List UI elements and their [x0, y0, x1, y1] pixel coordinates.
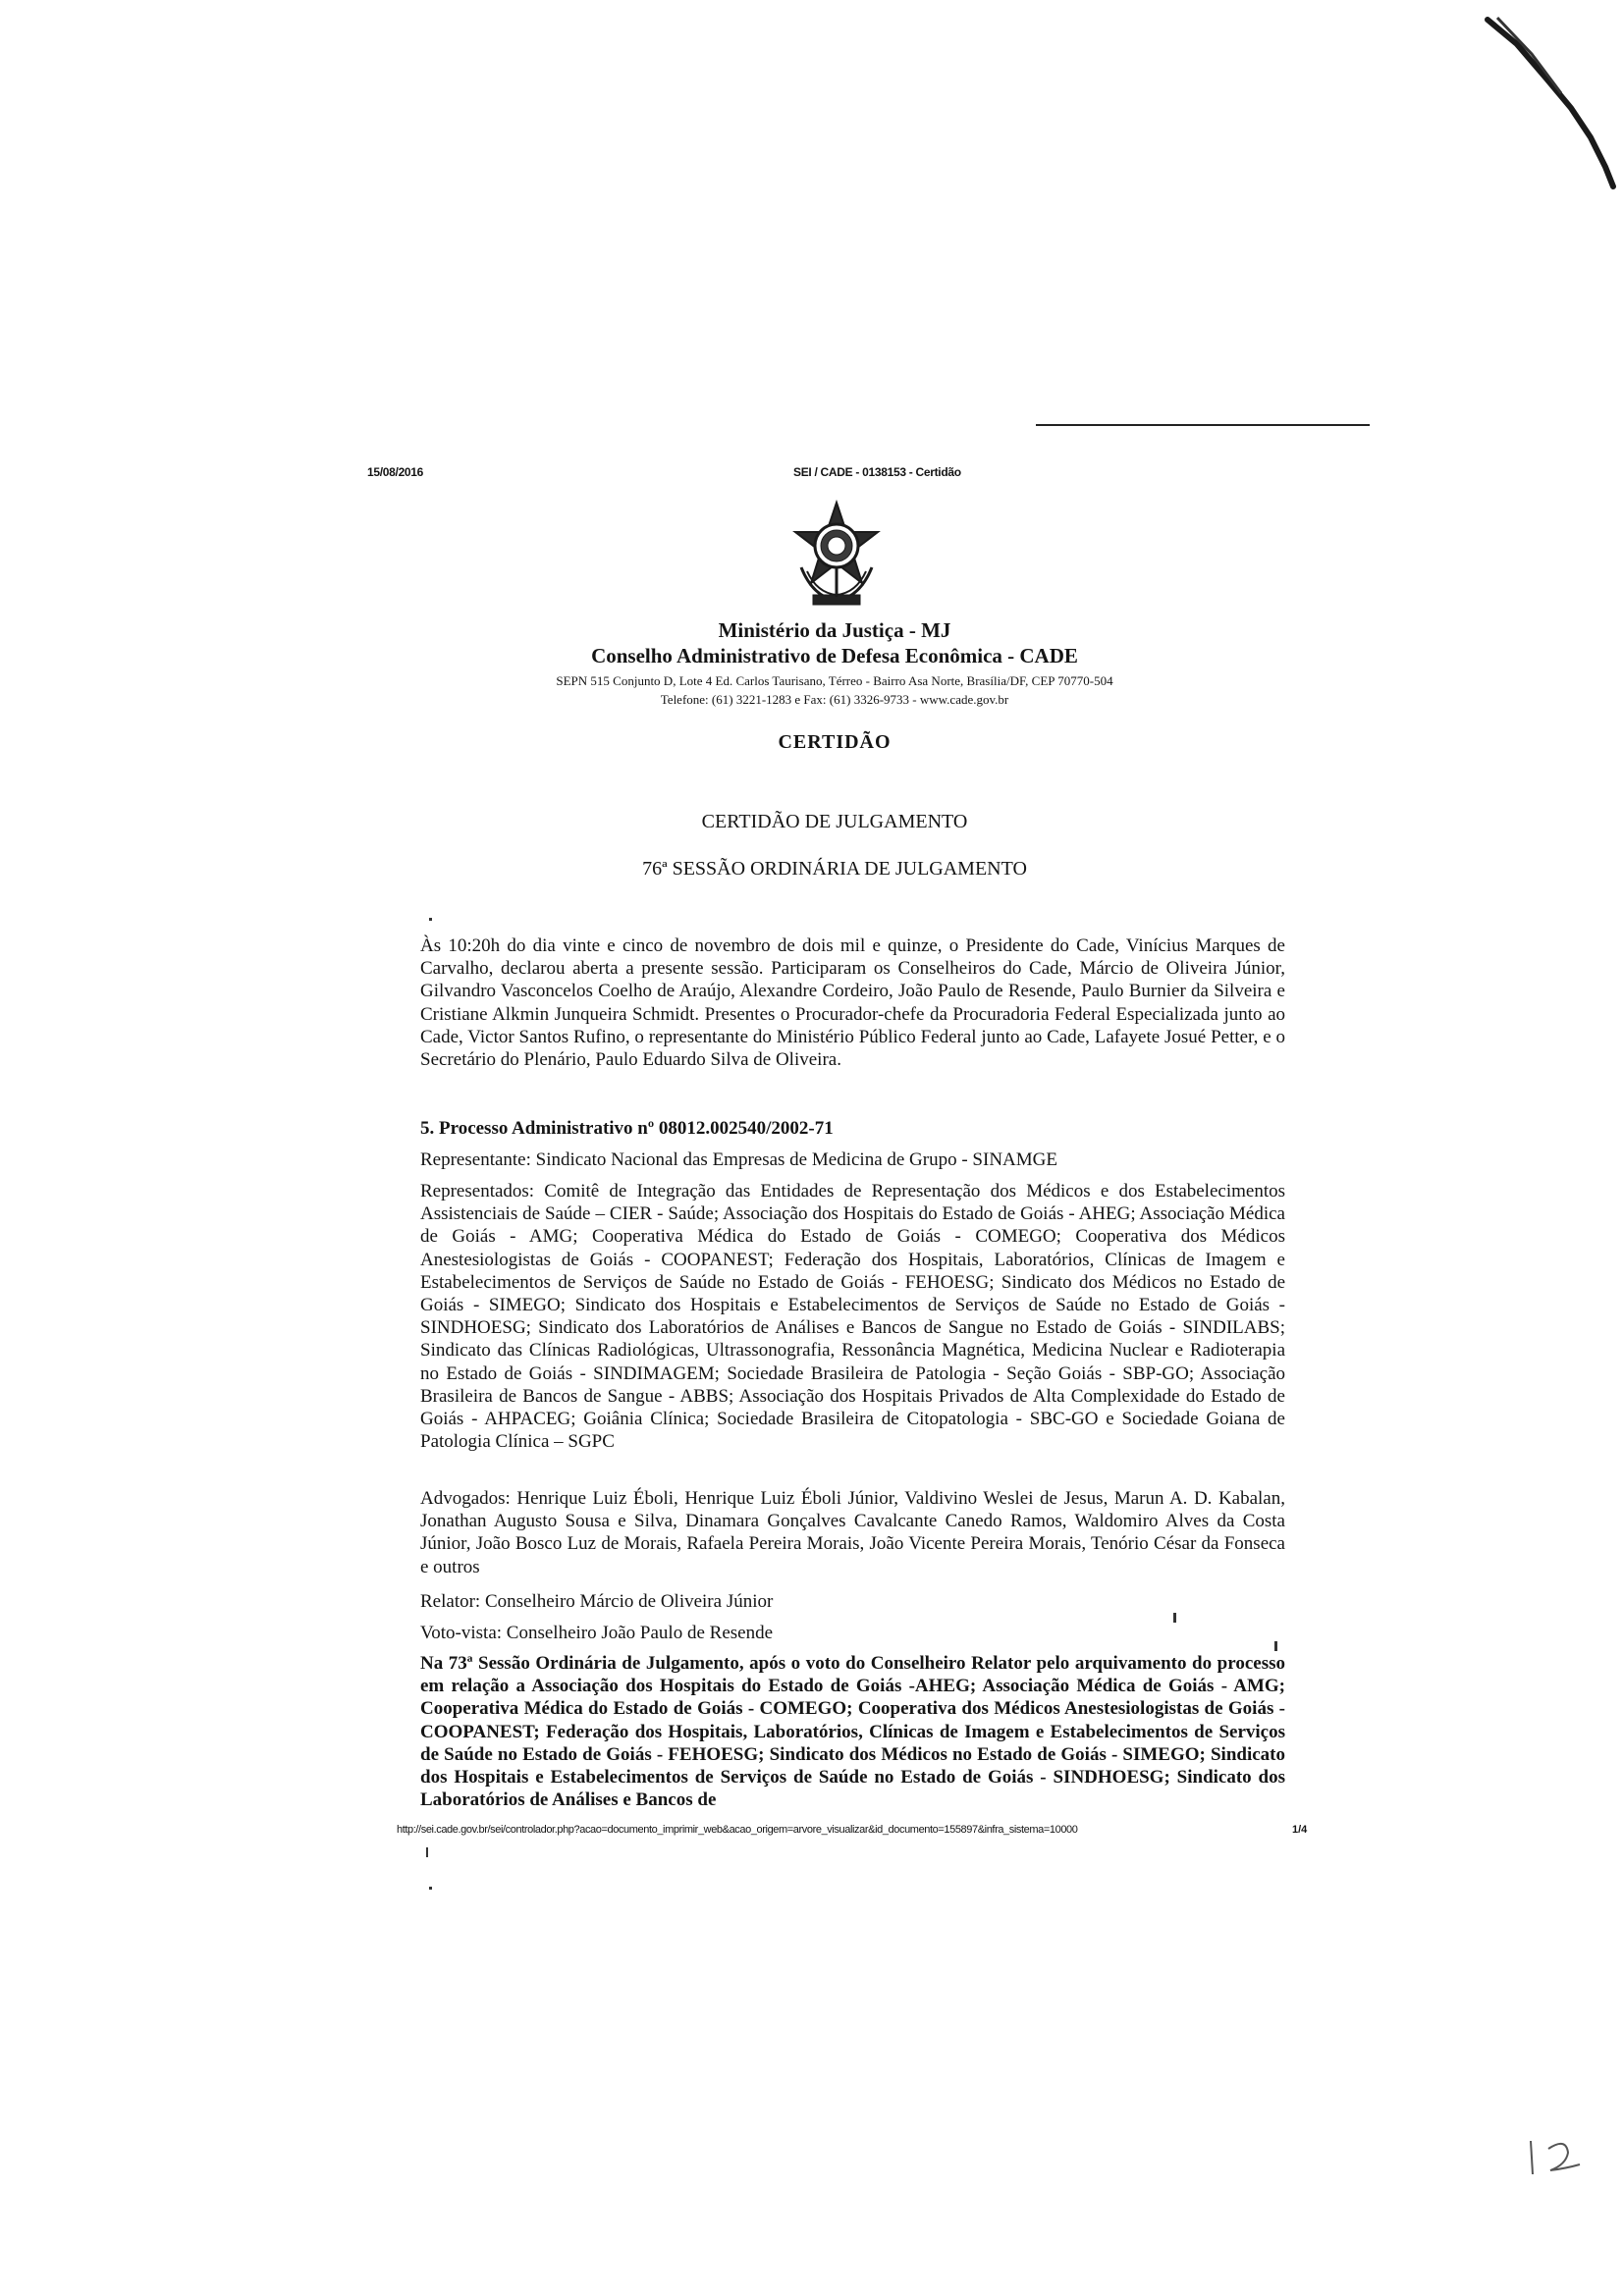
- representados-paragraph: Representados: Comitê de Integração das Entidades de Representação dos Médicos e dos Estabelecimentos Assistenciais de Saúde – CIER - Saúde; Associação dos Hospitais do Estado de Goiás - AHEG; Associação Médica de Goiás - AMG; Cooperativa Médica do Estado de Goiás - COMEGO; Cooperativa dos Médicos Anestesiologistas de Goiás - COOPANEST; Federação dos Hospitais, Laboratórios, Clínicas de Imagem e Estabelecimentos de Serviços de Saúde no Estado de Goiás - FEHOESG; Sindicato dos Médicos no Estado de Goiás - SIMEGO; Sindicato dos Hospitais e Estabelecimentos de Serviços de Saúde no Estado de Goiás - SINDHOESG; Sindicato dos Laboratórios de Análises e Bancos de Sangue no Estado de Goiás - SINDILABS; Sindicato das Clínicas Radiológicas, Ultrassonografia, Ressonância Magnética, Medicina Nuclear e Radioterapia no Estado de Goiás - SINDIMAGEM; Sociedade Brasileira de Patologia - Seção Goiás - SBP-GO; Associação Brasileira de Bancos de Sangue - ABBS; Associação dos Hospitais Privados de Alta Complexidade do Estado de Goiás - AHPACEG; Goiânia Clínica; Sociedade Brasileira de Citopatologia - SBC-GO e Sociedade Goiana de Patologia Clínica – SGPC: [420, 1181, 1285, 1453]
- top-rule: [1036, 424, 1370, 426]
- advogados-paragraph: Advogados: Henrique Luiz Éboli, Henrique Luiz Éboli Júnior, Valdivino Weslei de Jesus, Marun A. D. Kabalan, Jonathan Augusto Sousa e Silva, Dinamara Gonçalves Cavalcante Canedo Ramos, Waldomiro Alves da Costa Júnior, João Bosco Luz de Morais, Rafaela Pereira Morais, João Vicente Pereira Morais, Tenório César da Fonseca e outros: [420, 1488, 1285, 1577]
- footer-page-number: 1/4: [1292, 1824, 1308, 1836]
- judgment-title: CERTIDÃO DE JULGAMENTO: [701, 811, 968, 832]
- council-address: SEPN 515 Conjunto D, Lote 4 Ed. Carlos Taurisano, Térreo - Bairro Asa Norte, Brasília/DF, CEP 70770-504: [556, 673, 1113, 688]
- scan-mark: [429, 918, 432, 921]
- document-type: CERTIDÃO: [778, 731, 892, 753]
- print-reference: SEI / CADE - 0138153 - Certidão: [793, 465, 961, 479]
- representante-paragraph: Representante: Sindicato Nacional das Empresas de Medicina de Grupo - SINAMGE: [420, 1149, 1057, 1170]
- scan-mark: [1173, 1613, 1176, 1623]
- intro-paragraph: Às 10:20h do dia vinte e cinco de novembro de dois mil e quinze, o Presidente do Cade, Vinícius Marques de Carvalho, declarou aberta a presente sessão. Participaram os Conselheiros do Cade, Márcio de Oliveira Júnior, Gilvandro Vasconcelos Coelho de Araújo, Alexandre Cordeiro, João Paulo de Resende, Paulo Burnier da Silveira e Cristiane Alkmin Junqueira Schmidt. Presentes o Procurador-chefe da Procuradoria Federal Especializada junto ao Cade, Victor Santos Rufino, o representante do Ministério Público Federal junto ao Cade, Lafayete Josué Petter, e o Secretário do Plenário, Paulo Eduardo Silva de Oliveira.: [420, 935, 1285, 1071]
- decision-paragraph: Na 73ª Sessão Ordinária de Julgamento, após o voto do Conselheiro Relator pelo arquivamento do processo em relação a Associação dos Hospitais do Estado de Goiás -AHEG; Associação Médica de Goiás - AMG; Cooperativa Médica do Estado de Goiás - COMEGO; Cooperativa dos Médicos Anestesiologistas de Goiás - COOPANEST; Federação dos Hospitais, Laboratórios, Clínicas de Imagem e Estabelecimentos de Serviços de Saúde no Estado de Goiás - FEHOESG; Sindicato dos Médicos no Estado de Goiás - SIMEGO; Sindicato dos Hospitais e Estabelecimentos de Serviços de Saúde no Estado de Goiás - SINDHOESG; Sindicato dos Laboratórios de Análises e Bancos de: [420, 1653, 1285, 1811]
- voto-vista-paragraph: Voto-vista: Conselheiro João Paulo de Resende: [420, 1623, 774, 1643]
- brazil-coat-of-arms-icon: [784, 499, 890, 613]
- ministry-name: Ministério da Justiça - MJ: [718, 618, 951, 642]
- relator-paragraph: Relator: Conselheiro Márcio de Oliveira Júnior: [420, 1591, 774, 1612]
- footer-url: http://sei.cade.gov.br/sei/controlador.php?acao=documento_imprimir_web&acao_origem=arvore_visualizar&id_documento=155897&infra_sistema=10000: [397, 1824, 1078, 1836]
- scan-mark: [429, 1887, 432, 1890]
- session-title: 76ª SESSÃO ORDINÁRIA DE JULGAMENTO: [642, 858, 1027, 880]
- scan-smudge: [1478, 0, 1623, 196]
- process-heading: 5. Processo Administrativo nº 08012.002540/2002-71: [420, 1118, 834, 1139]
- scan-mark: [1274, 1641, 1277, 1651]
- handwritten-page-mark: [1527, 2135, 1586, 2184]
- print-date: 15/08/2016: [367, 465, 424, 479]
- council-name: Conselho Administrativo de Defesa Econômica - CADE: [591, 644, 1078, 667]
- scan-mark: [426, 1847, 428, 1857]
- council-phone: Telefone: (61) 3221-1283 e Fax: (61) 3326-9733 - www.cade.gov.br: [660, 692, 1009, 707]
